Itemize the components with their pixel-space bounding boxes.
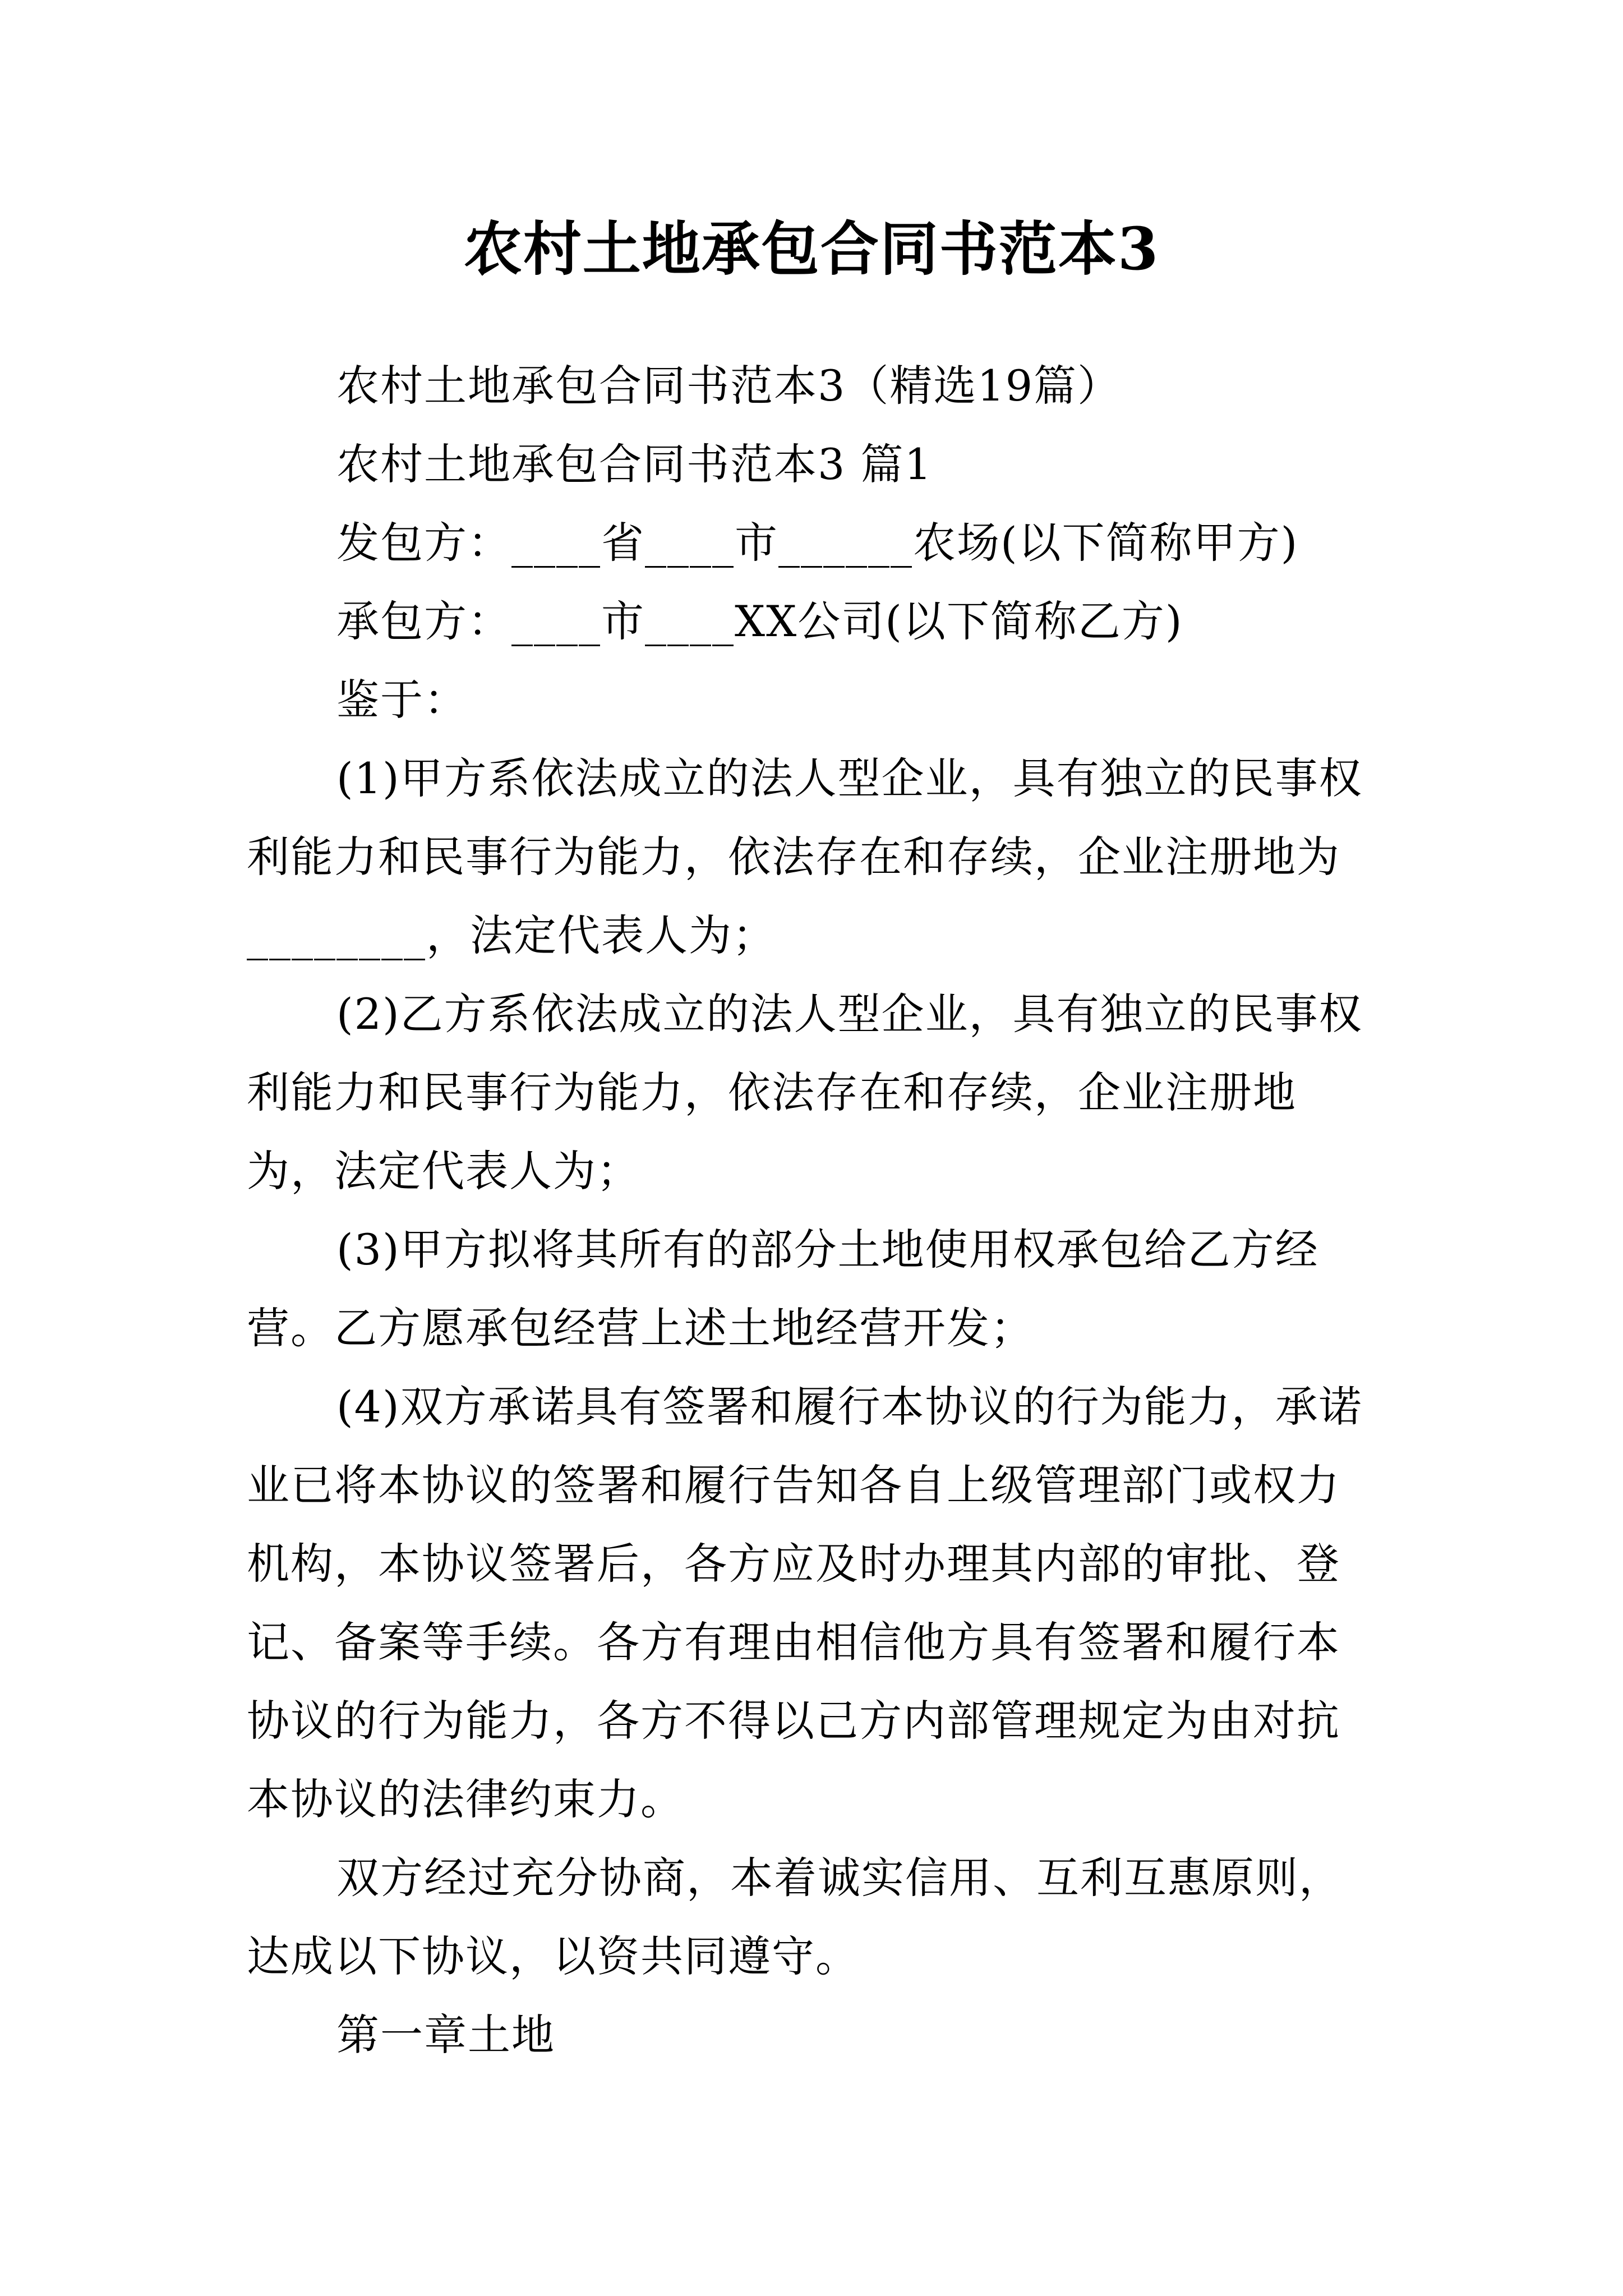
document-title: 农村土地承包合同书范本3 — [463, 214, 1160, 283]
paragraph-clause-4: (4)双方承诺具有签署和履行本协议的行为能力，承诺业已将本协议的签署和履行告知各自上级管理部门或权力机构，本协议签署后，各方应及时办理其内部的审批、登记、备案等手续。各方有理由相信他方具有签署和履行本协议的行为能力，各方不得以己方内部管理规定为由对抗本协议的法律约束力。 — [247, 1382, 1363, 1824]
paragraph-whereas: 鉴于： — [336, 675, 468, 725]
paragraph-clause-3: (3)甲方拟将其所有的部分土地使用权承包给乙方经营。乙方愿承包经营上述土地经营开发； — [247, 1225, 1319, 1353]
document-body — [247, 347, 1374, 2074]
paragraph-clause-1: (1)甲方系依法成立的法人型企业，具有独立的民事权利能力和民事行为能力，依法存在和存续，企业注册地为________，法定代表人为； — [247, 753, 1363, 960]
paragraph-chapter-1: 第一章土地 — [336, 2010, 555, 2060]
paragraph-article-heading: 农村土地承包合同书范本3 篇1 — [336, 439, 933, 489]
paragraph-agreement: 双方经过充分协商，本着诚实信用、互利互惠原则，达成以下协议，以资共同遵守。 — [247, 1853, 1343, 1981]
paragraph-clause-2: (2)乙方系依法成立的法人型企业，具有独立的民事权利能力和民事行为能力，依法存在和存续，企业注册地为，法定代表人为； — [247, 989, 1363, 1196]
paragraph-contracting-party: 发包方：____省____市______农场(以下简称甲方) — [336, 518, 1299, 568]
paragraph-contractor-party: 承包方：____市____XX公司(以下简称乙方) — [336, 596, 1183, 646]
paragraph-subtitle: 农村土地承包合同书范本3（精选19篇） — [336, 361, 1122, 411]
